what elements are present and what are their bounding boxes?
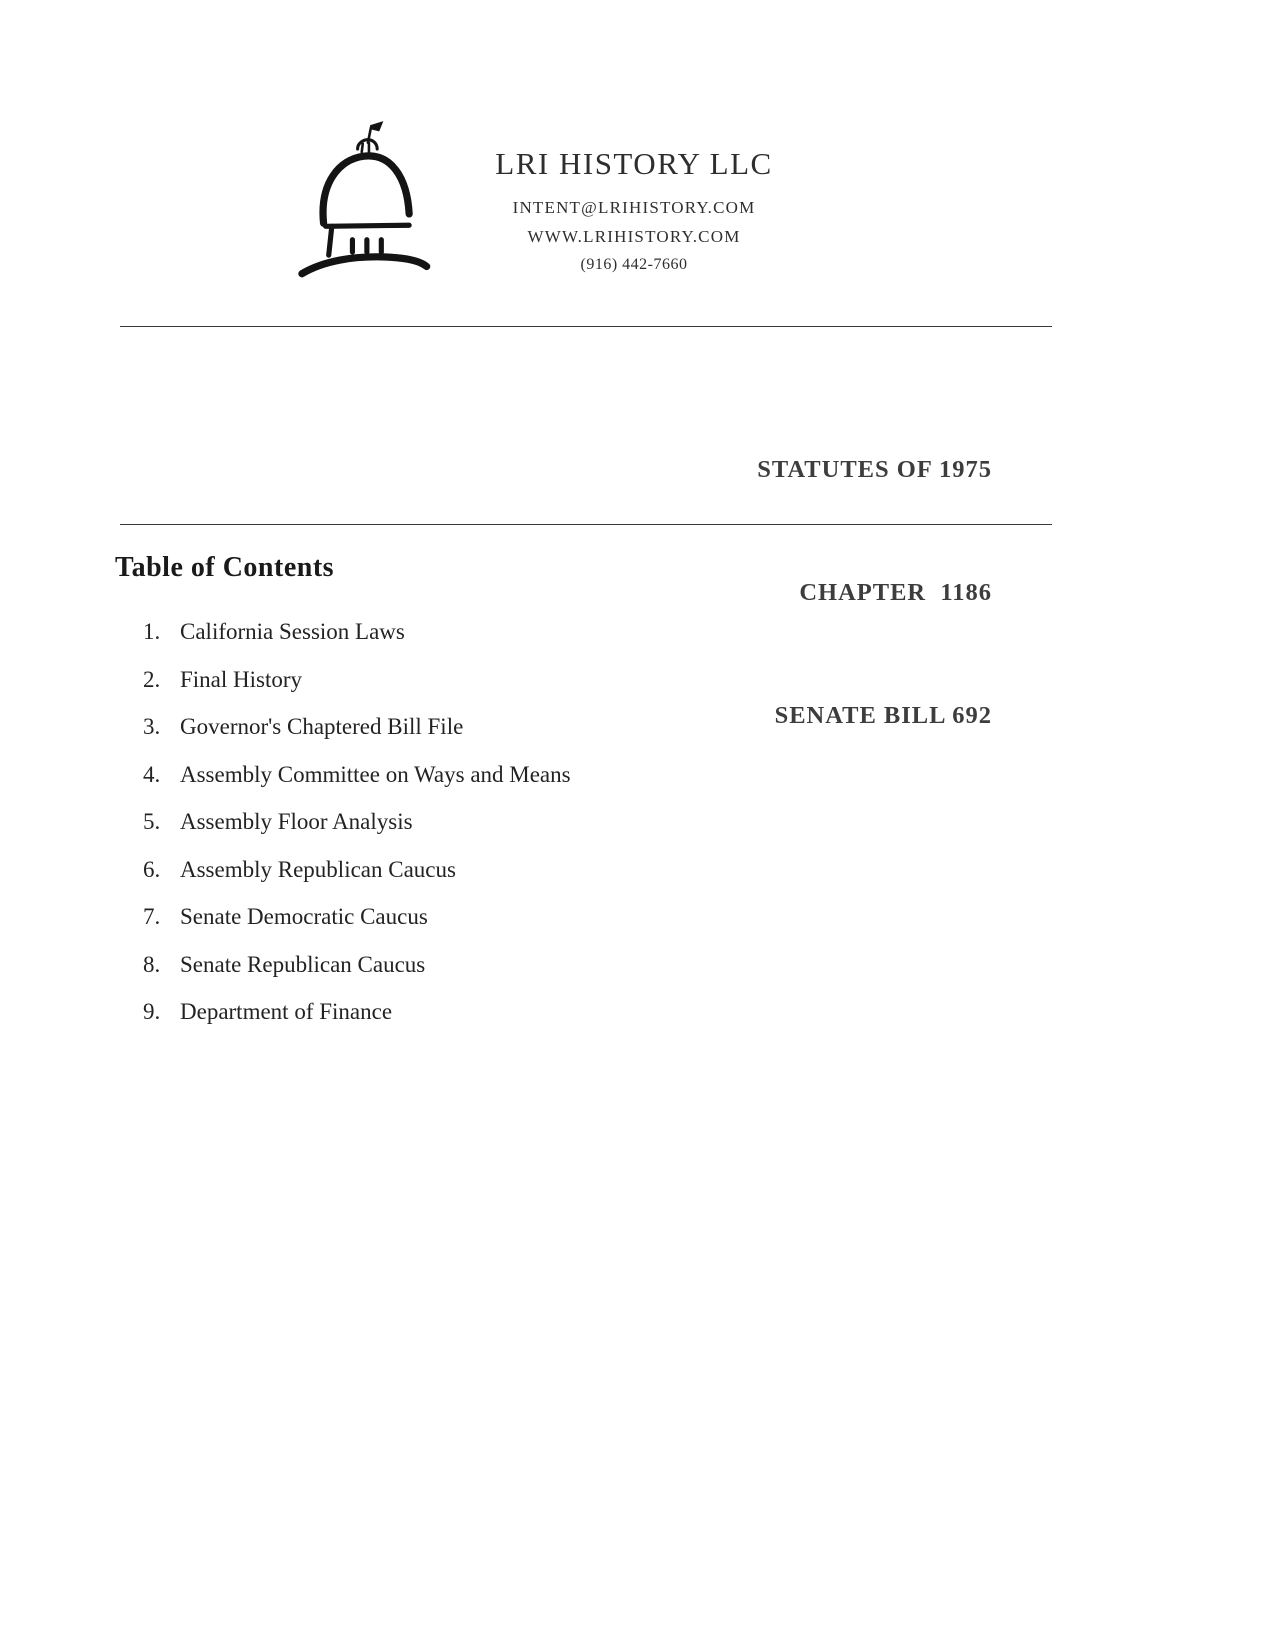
toc-item-label: Final History bbox=[180, 666, 303, 692]
company-phone: (916) 442-7660 bbox=[580, 256, 688, 273]
toc-item bbox=[143, 998, 1015, 1027]
toc-item-number: 9. bbox=[143, 999, 161, 1024]
toc-item-label: California Session Laws bbox=[180, 619, 405, 644]
toc-item bbox=[143, 713, 1015, 742]
toc-item-number: 1. bbox=[143, 619, 161, 644]
senate-bill-line: SENATE BILL 692 bbox=[774, 702, 992, 729]
company-email: INTENT@LRIHISTORY.COM bbox=[512, 198, 756, 217]
statutes-year-line: STATUTES OF 1975 bbox=[757, 456, 992, 483]
toc-item-label: Assembly Floor Analysis bbox=[180, 809, 413, 834]
toc-item bbox=[143, 856, 1015, 885]
toc-item-number: 6. bbox=[143, 856, 161, 882]
toc-item-number: 3. bbox=[143, 714, 161, 739]
toc-item-number: 2. bbox=[143, 666, 161, 692]
toc-item-number: 8. bbox=[143, 951, 161, 977]
toc-item-label: Assembly Republican Caucus bbox=[180, 856, 456, 882]
toc-item bbox=[143, 618, 1015, 647]
toc-item bbox=[143, 951, 1015, 980]
toc-item-label: Senate Republican Caucus bbox=[180, 951, 426, 977]
toc-list bbox=[115, 618, 1015, 1027]
letterhead bbox=[292, 118, 784, 283]
divider-bottom bbox=[120, 524, 1052, 525]
divider-top bbox=[120, 326, 1052, 327]
table-of-contents bbox=[115, 552, 1015, 1046]
toc-item bbox=[143, 666, 1015, 695]
toc-item-label: Department of Finance bbox=[180, 999, 393, 1024]
toc-item-label: Assembly Committee on Ways and Means bbox=[180, 761, 571, 787]
toc-item bbox=[143, 903, 1015, 932]
toc-item-label: Governor's Chaptered Bill File bbox=[180, 714, 464, 739]
toc-item-number: 5. bbox=[143, 809, 161, 834]
capitol-dome-logo-icon bbox=[292, 118, 450, 283]
company-name: LRI HISTORY LLC bbox=[495, 146, 773, 181]
toc-item-label: Senate Democratic Caucus bbox=[180, 904, 428, 929]
toc-heading: Table of Contents bbox=[115, 552, 335, 583]
company-website: WWW.LRIHISTORY.COM bbox=[527, 227, 741, 246]
toc-item-number: 7. bbox=[143, 904, 161, 929]
letterhead-text bbox=[484, 146, 784, 274]
toc-item-number: 4. bbox=[143, 761, 161, 787]
toc-item bbox=[143, 761, 1015, 790]
toc-item bbox=[143, 808, 1015, 837]
chapter-line: CHAPTER 1186 bbox=[799, 579, 992, 606]
